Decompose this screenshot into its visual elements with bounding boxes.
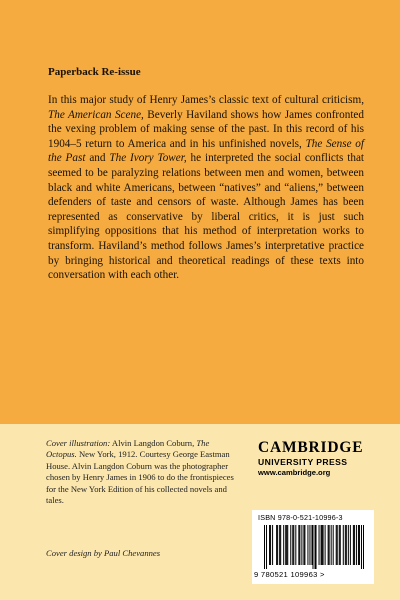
cover-design-credit: Cover design by Paul Chevannes	[46, 548, 161, 558]
blurb-section	[48, 66, 364, 283]
barcode-digits: 9 780521 109963 >	[254, 570, 325, 579]
isbn: ISBN 978-0-521-10996-3	[258, 513, 343, 522]
barcode-bars	[264, 525, 364, 569]
cover-illustration-credit: Cover illustration: Alvin Langdon Coburn, The Octopus. New York, 1912. Courtesy George Eastman House. Alvin Langdon Coburn was the photographer chosen by Henry James in 1906 to do the frontispieces for the New York Edition of his collected novels and tales.	[46, 438, 234, 506]
heading: Paperback Re-issue	[48, 66, 141, 78]
publisher-name: CAMBRIDGE	[258, 439, 364, 456]
publisher-logo	[258, 440, 368, 477]
publisher-subtitle: UNIVERSITY PRESS	[258, 457, 348, 467]
footer-panel	[0, 424, 400, 600]
publisher-url: www.cambridge.org	[258, 468, 331, 477]
barcode	[252, 510, 374, 584]
blurb-text: In this major study of Henry James’s classic text of cultural criticism, The American Scene, Beverly Haviland shows how James confronted the vexing problem of making sense of the past. In this record of his 1904–5 return to America and in his unfinished novels, The Sense of the Past and The Ivory Tower, he interpreted the social conflicts that seemed to be paralyzing relations between men and women, between black and white Americans, between “natives” and “aliens,” between defenders of taste and censors of waste. Although James has been represented as conservative by liberal critics, it is just such simplifying oppositions that his method of interpretation works to transform. Haviland’s method follows James’s interpretative practice by bringing historical and theoretical readings of these texts into conversation with each other.	[48, 94, 365, 282]
